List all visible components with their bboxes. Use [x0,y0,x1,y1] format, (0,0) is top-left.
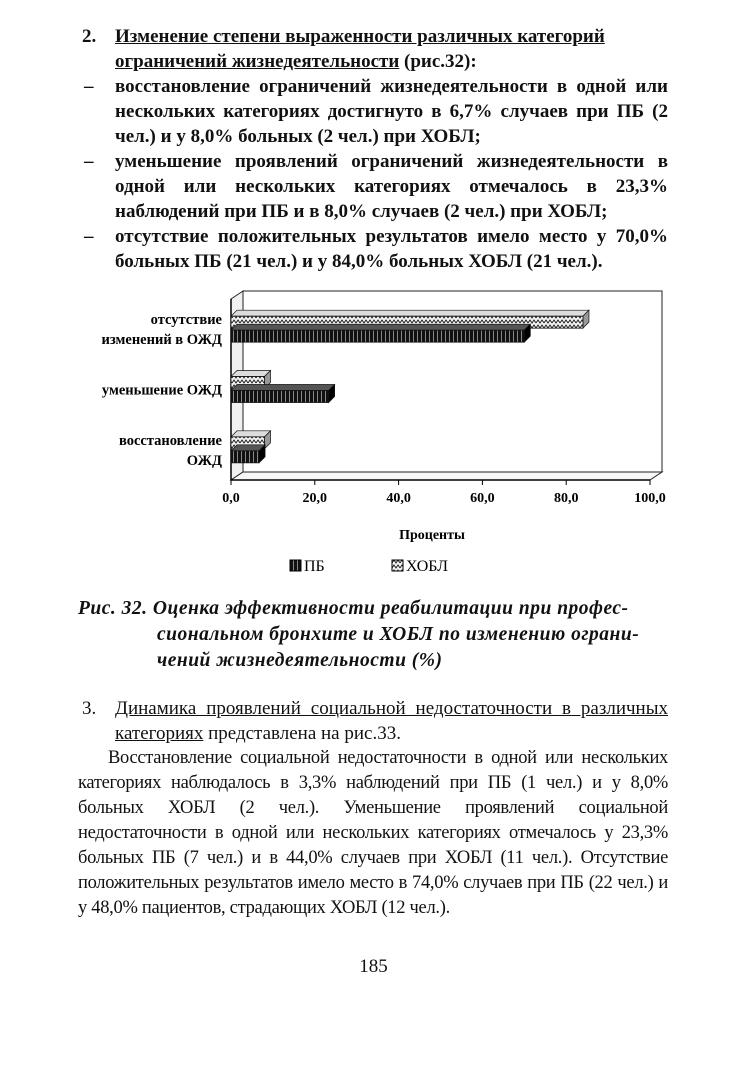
legend-swatch [290,560,301,571]
section-3-paragraph: Восстановление социальной недостаточности в одной или нескольких категориях наблюдалось в 3,3% наблюдений при ПБ (1 чел.) и у 8,0% больных ХОБЛ (2 чел.). Уменьшение проявлений социальной недостаточности в одной или нескольких категориях отмечалось у 23,3% больных ПБ (7 чел.) и в 44,0% случаев при ХОБЛ (11 чел.). Отсутствие положительных результатов имело место в 74,0% случаев при ПБ (22 чел.) и у 48,0% пациентов, страдающих ХОБЛ (12 чел.). [78,748,668,918]
x-tick-label: 20,0 [302,491,328,506]
bar-pb [231,445,265,463]
bullet-dash: – [84,151,94,172]
bar-pb [231,385,335,403]
caption-line-3: чений жизнедеятельности (%) [157,650,443,671]
chart-floor [231,472,662,480]
caption-line-1: Рис. 32. Оценка эффективности реабилитации при профес- [78,598,629,619]
bar-pb [231,324,530,342]
bullet-2 [78,149,668,224]
category-label: отсутствие [150,312,222,329]
section-3-heading-underlined: Динамика проявлений социальной недостаточности в различных категориях [115,698,668,744]
caption-line-2: сиональном бронхите и ХОБЛ по изменению ограни- [157,624,640,645]
section-3-number: 3. [82,698,97,719]
chart-legend [290,558,448,575]
legend-item-pb [290,558,325,575]
section-3-heading-tail: представлена на рис.33. [203,723,401,744]
page-number: 185 [359,956,388,977]
category-label: уменьшение ОЖД [101,382,222,399]
legend-item-hobl [392,558,448,575]
section-2-number: 2. [82,26,97,47]
x-tick-label: 100,0 [634,491,666,506]
section-2 [78,24,668,274]
section-2-heading-tail: (рис.32): [399,51,477,72]
bullet-dash: – [84,226,94,247]
category-label: ОЖД [186,452,222,469]
category-label: восстановление [118,432,222,449]
bullet-3 [78,224,668,274]
x-tick-label: 0,0 [222,491,240,506]
x-tick-label: 40,0 [386,491,411,506]
section-3 [78,696,668,921]
bullet-1 [78,74,668,149]
chart-category-labels [102,312,223,469]
bar-chart [0,284,747,584]
bullet-dash: – [84,76,94,97]
legend-swatch [392,560,403,571]
bullet-2-text: уменьшение проявлений ограничений жизнедеятельности в одной или нескольких категориях отмечалось в 23,3% наблюдений при ПБ и в 8,0% случаев (2 чел.) при ХОБЛ; [115,151,668,222]
chart-tick-labels [222,480,666,506]
category-label: изменений в ОЖД [101,332,222,349]
x-axis-label: Проценты [399,528,465,543]
x-tick-label: 80,0 [553,491,579,506]
bullet-1-text: восстановление ограничений жизнедеятельности в одной или нескольких категориях достигнуто в 6,7% случаев при ПБ (2 чел.) и у 8,0% больных (2 чел.) при ХОБЛ; [115,76,668,147]
bullet-3-text: отсутствие положительных результатов имело место у 70,0% больных ПБ (21 чел.) и у 84,0% больных ХОБЛ (21 чел.). [115,226,668,272]
legend-label: ХОБЛ [406,558,448,575]
section-2-heading [78,24,668,74]
legend-label: ПБ [304,558,325,575]
section-2-heading-underlined: Изменение степени выраженности различных категорий ограничений жизнедеятельности [115,26,605,72]
section-3-heading [78,696,668,746]
x-tick-label: 60,0 [470,491,495,506]
figure-caption [78,596,678,674]
